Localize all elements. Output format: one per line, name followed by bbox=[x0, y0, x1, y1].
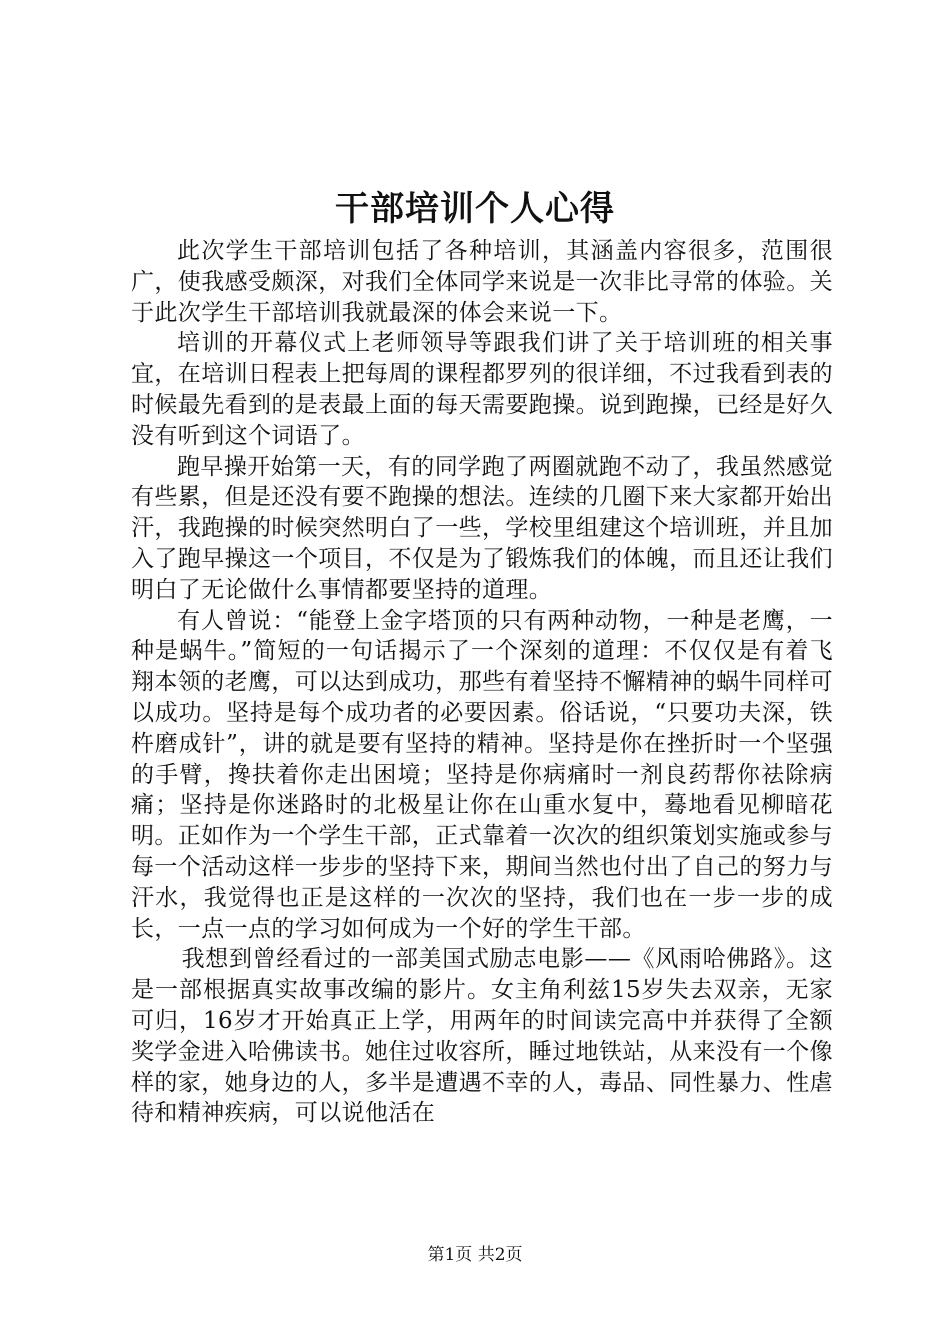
paragraph-5: 我想到曾经看过的一部美国式励志电影——《风雨哈佛路》。这是一部根据真实故事改编的影片。女主角利兹15岁失去双亲，无家可归，16岁才开始真正上学，用两年的时间读完高中并获得了全额奖学金进入哈佛读书。她住过收容所，睡过地铁站，从来没有一个像样的家，她身边的人，多半是遭遇不幸的人，毒品、同性暴力、性虐待和精神疾病，可以说他活在 bbox=[131, 946, 833, 1127]
paragraph-4: 有人曾说：“能登上金字塔顶的只有两种动物，一种是老鹰，一种是蜗牛。”简短的一句话揭示了一个深刻的道理：不仅仅是有着飞翔本领的老鹰，可以达到成功，那些有着坚持不懈精神的蜗牛同样可以成功。坚持是每个成功者的必要因素。俗话说，“只要功夫深，铁杵磨成针”，讲的就是要有坚持的精神。坚持是你在挫折时一个坚强的手臂，搀扶着你走出困境；坚持是你病痛时一剂良药帮你祛除病痛；坚持是你迷路时的北极星让你在山重水复中，蓦地看见柳暗花明。正如作为一个学生干部，正式靠着一次次的组织策划实施或参与每一个活动这样一步步的坚持下来，期间当然也付出了自己的努力与汗水，我觉得也正是这样的一次次的坚持，我们也在一步一步的成长，一点一点的学习如何成为一个好的学生干部。 bbox=[131, 607, 833, 942]
document-title: 干部培训个人心得 bbox=[335, 189, 615, 229]
paragraph-3: 跑早操开始第一天，有的同学跑了两圈就跑不动了，我虽然感觉有些累，但是还没有要不跑操的想法。连续的几圈下来大家都开始出汗，我跑操的时候突然明白了一些，学校里组建这个培训班，并且加入了跑早操这一个项目，不仅是为了锻炼我们的体魄，而且还让我们明白了无论做什么事情都要坚持的道理。 bbox=[131, 453, 833, 603]
paragraph-2: 培训的开幕仪式上老师领导等跟我们讲了关于培训班的相关事宜，在培训日程表上把每周的课程都罗列的很详细，不过我看到表的时候最先看到的是表最上面的每天需要跑操。说到跑操，已经是好久没有听到这个词语了。 bbox=[131, 330, 833, 449]
paragraph-1: 此次学生干部培训包括了各种培训，其涵盖内容很多，范围很广，使我感受颇深，对我们全体同学来说是一次非比寻常的体验。关于此次学生干部培训我就最深的体会来说一下。 bbox=[131, 238, 833, 326]
page-footer: 第1页 共2页 bbox=[427, 1245, 523, 1265]
document-body bbox=[131, 236, 833, 1129]
